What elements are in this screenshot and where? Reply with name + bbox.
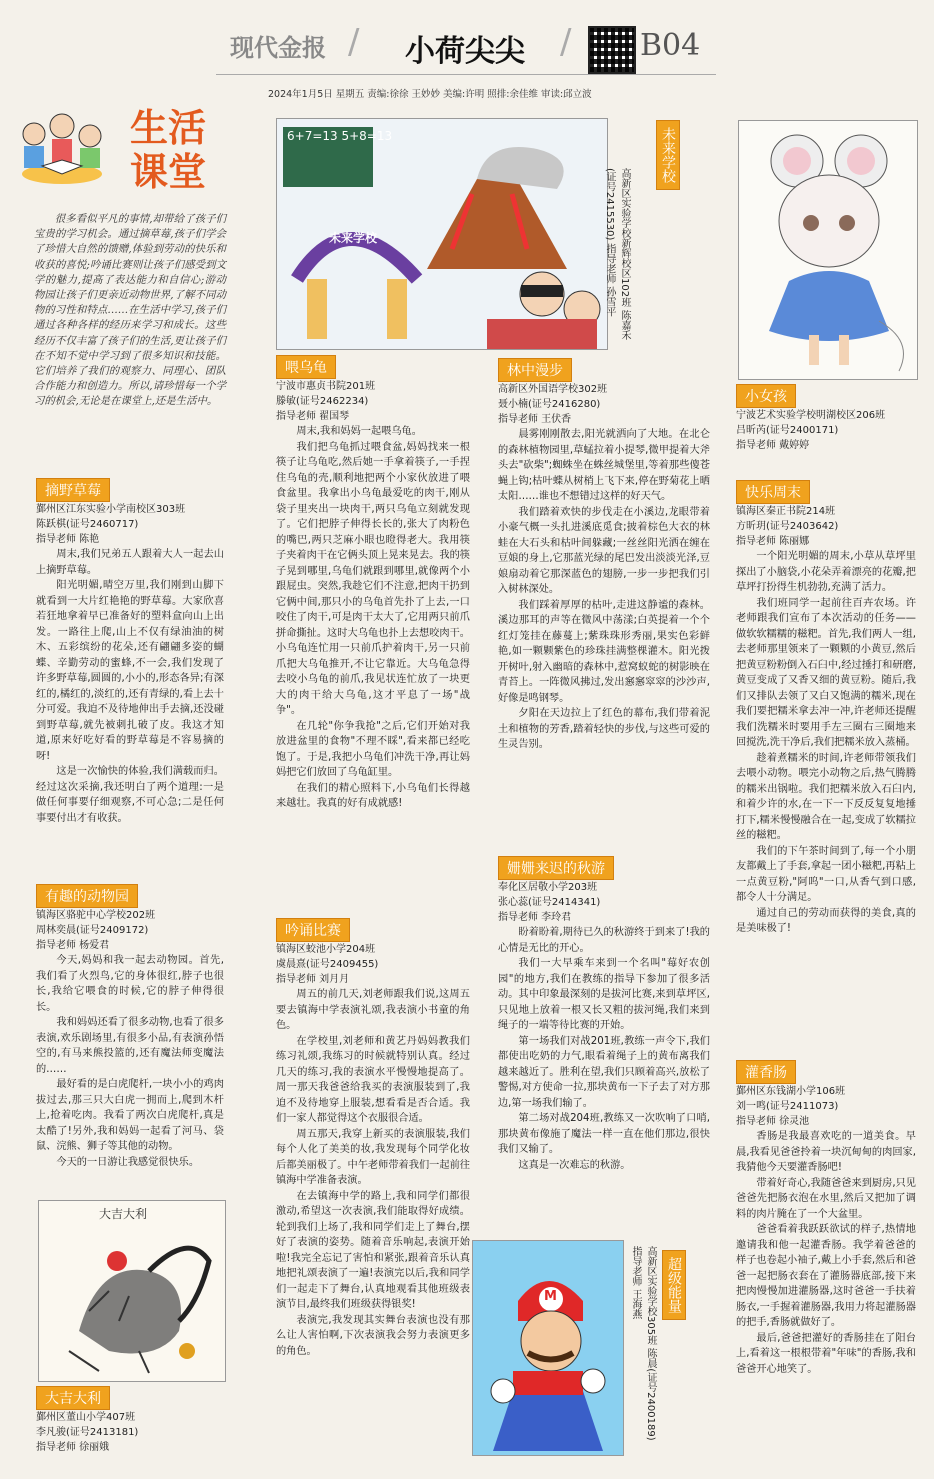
article-daji: [36, 1386, 224, 1455]
paragraph: 今天,妈妈和我一起去动物园。首先,我们看了火烈鸟,它的身体很红,脖子也很长,我给它喂食的时候,它的脖子伸得很长。: [36, 955, 224, 1013]
school: 宁波艺术实验学校明湖校区206班: [736, 410, 886, 421]
painting-inscription: 大吉大利: [99, 1207, 148, 1221]
author: 李凡骏(证号2413181): [36, 1427, 139, 1438]
article-recite: [276, 918, 470, 1359]
article-title: 有趣的动物园: [36, 884, 138, 908]
paragraph: 最好看的是白虎爬杆,一块小小的鸡肉拔过去,那三只大白虎一拥而上,爬到木杆上,抢着吃肉。我看了两次白虎爬杆,真是太酷了!另外,我和妈妈一起看了河马、袋鼠、浣熊、狮子等其他的动物。: [36, 1079, 224, 1152]
article-super-title: 超级能量: [662, 1250, 686, 1320]
article-future-title: 未来学校: [656, 120, 680, 190]
paragraph: 在学校里,刘老师和黄艺丹妈妈教我们练习礼颂,我练习的时候就特别认真。经过几天的练习,我的表演水平慢慢地提高了。周一那天我爸爸给我买的表演服装到了,我迫不及待地穿上服装,想看看是否合适。我们一家人都觉得这个衣服很合适。: [276, 1035, 470, 1124]
article-weekend: [736, 480, 916, 937]
painting-rooster: [38, 1200, 226, 1382]
author: 虞晨熹(证号2409455): [276, 959, 379, 970]
school: 镇海区骆驼中心学校202班: [36, 910, 156, 921]
header-rule: [216, 74, 716, 75]
author: 方昕玥(证号2403642): [736, 521, 839, 532]
article-title: 喂乌龟: [276, 355, 336, 379]
paragraph: 第一场我们对战201班,教练一声令下,我们都使出吃奶的力气,眼看着绳子上的黄布离我们越来越近了。胜利在望,我们只顾着高兴,放松了警惕,对方使命一拉,那块黄布一下子去了对方那边,第一场我们输了。: [498, 1035, 710, 1109]
paragraph: 带着好奇心,我随爸爸来到厨房,只见爸爸先把肠衣泡在水里,然后又把加了调料的肉片腌在了一个大盆里。: [736, 1177, 916, 1220]
paragraph: 爸爸看着我跃跃欲试的样子,热情地邀请我和他一起灌香肠。我学着爸爸的样子也卷起小袖子,戴上小手套,然后和爸爸一起把肠衣套在了灌肠器底部,接下来把肉慢慢加进灌肠器,这时爸爸一手扶着肠衣,一手握着灌肠器,我用力将起灌肠器的把手,香肠就做好了。: [736, 1224, 916, 1328]
paragraph: 今天的一日游让我感觉很快乐。: [56, 1156, 200, 1168]
paper-name: 现代金报: [230, 33, 326, 62]
teacher: 指导老师 戴婷婷: [736, 440, 810, 451]
teacher: 指导老师 李玲君: [498, 912, 572, 923]
paragraph: 这是一次愉快的体验,我们满载而归。经过这次采摘,我还明白了两个道理:一是做任何事要仔细观察,不可心急;二是任何事要付出才有收获。: [36, 766, 224, 824]
paragraph: 周五的前几天,刘老师跟我们说,这周五要去镇海中学表演礼颂,我表演小书童的角色。: [276, 989, 470, 1031]
paragraph: 在几轮"你争我抢"之后,它们开始对我放进盆里的食物"不理不睬",看来都已经吃饱了。于是,我把小乌龟们冲洗干净,再让妈妈把它们放回了乌龟缸里。: [276, 720, 470, 778]
volcano-school-icon: [277, 119, 607, 349]
school: 高新区外国语学校302班: [498, 384, 608, 395]
author: 周林奕晨(证号2409172): [36, 925, 149, 936]
school: 鄞州区江东实验小学南校区303班: [36, 504, 186, 515]
teacher: 指导老师 徐丽娥: [36, 1442, 110, 1453]
teacher: 指导老师 陈丽娜: [736, 536, 810, 547]
teacher: 指导老师 翟国琴: [276, 411, 350, 422]
rooster-icon: [39, 1201, 225, 1381]
article-title: 小女孩: [736, 384, 796, 408]
paragraph: 我和妈妈还看了很多动物,也看了很多表演,欢乐剧场里,有很多小品,有表演孙悟空的,有马来熊投篮的,还有魔法师变魔法的……: [36, 1017, 224, 1075]
teacher: 指导老师 徐灵池: [736, 1116, 810, 1127]
article-autumn: [498, 856, 710, 1173]
article-title: 大吉大利: [36, 1386, 110, 1410]
paragraph: 我们的下午茶时间到了,每一个小朋友都戴上了手套,拿起一团小糍粑,再粘上一点黄豆粉,"阿呜"一口,从香气到口感,都令人十分满足。: [736, 845, 916, 903]
author: 刘一鸣(证号2411073): [736, 1101, 839, 1112]
paragraph: 通过自己的劳动而获得的美食,真的是美味极了!: [736, 907, 916, 934]
teacher: 指导老师 王伏香: [498, 414, 572, 425]
paragraph: 我们把乌龟抓过喂食盆,妈妈找来一根筷子让乌龟吃,然后她一手拿着筷子,一手捏住乌龟的壳,顺利地把两个小家伙放进了喂食盆里。我拿出小乌龟最爱吃的肉干,刚从袋子里夹出一块肉干,两只乌龟立刻就发现了。它们把脖子伸得长长的,张大了肉粉色的嘴巴,两只芝麻小眼也瞪得老大。我用筷子夹着肉干在它俩头顶上晃来晃去。我的筷子晃到哪里,乌龟们就跟到哪里,就像两个小跟屁虫。突然,我趁它们不注意,把肉干扔到它俩中间,那只小的乌龟首先扑了上去,一口咬住了肉干,可是肉干太大了,它用两只前爪拼命撕扯。这时大乌龟也扑上去想咬肉干。小乌龟连忙用一只前爪护着肉干,另一只前爪把大乌龟推开,不让它靠近。大乌龟急得去咬小乌龟的前爪,我见状连忙放了一块更大的肉干给大乌龟,这才平息了一场"战争"。: [276, 441, 470, 716]
article-title: 灌香肠: [736, 1060, 796, 1084]
paragraph: 我们踏着欢快的步伐走在小溪边,龙眼带着小豪气概一头扎进溪底觅食;披着棕色大衣的林蛙在大石头和枯叶间躲藏;一丝丝阳光洒在缠在豆娘的身上,它那蓝光绿的尾巴发出淡淡光泽,豆娘扇动着它那深蓝色的翅膀,一步一步把我们引入树林深处。: [498, 506, 710, 595]
page-number: B04: [640, 28, 701, 63]
teacher: 指导老师 杨爱君: [36, 940, 110, 951]
paragraph: 我们踩着厚厚的枯叶,走进这静谧的森林。溪边那耳的声等在微风中荡漾;白英提着一个个红灯笼挂在藤蔓上;紫珠珠形秀丽,果实色彩鲜艳,如一颗颗紫色的珍珠挂满整棵灌木。阳光拨开树叶,射入幽暗的森林中,惹窝蚁蛇的树影映在青苔上。一阵微风拂过,发出窸窸窣窣的沙沙声,好像是鸣钢琴。: [498, 599, 710, 704]
paragraph: 周末,我们兄弟五人跟着大人一起去山上摘野草莓。: [36, 549, 224, 576]
article-title: 吟诵比赛: [276, 918, 350, 942]
paragraph: 一个阳光明媚的周末,小草从草坪里探出了小脑袋,小花朵弄着漂亮的花瓣,把草坪打扮得生机勃勃,充满了活力。: [736, 551, 916, 593]
author: 吕昕芮(证号2400171): [736, 425, 839, 436]
school: 镇海区蛟池小学204班: [276, 944, 376, 955]
article-future-info: 高新区实验学校新辉校区102班 陈嘉禾(证号2415530) 指导老师 孙雪平: [604, 168, 630, 341]
paragraph: 第二场对战204班,教练又一次吹响了口哨,那块黄布像施了魔法一样一直在他们那边,很快我们又输了。: [498, 1113, 710, 1155]
paragraph: 最后,爸爸把灌好的香肠挂在了阳台上,看着这一根根带着"年味"的香肠,我和爸爸开心地笑了。: [736, 1332, 916, 1375]
paragraph: 趁着煮糯米的时间,许老师带领我们去喂小动物。喂完小动物之后,热气腾腾的糯米出锅啦。我们把糯米放入石臼内,和着少许的水,在一下一下反反复复地捶打下,糯米慢慢融合在一起,变成了软糯拉丝的糍粑。: [736, 752, 916, 841]
school: 镇海区秦正书院214班: [736, 506, 836, 517]
paragraph: 表演完,我发现其实舞台表演也没有那么让人害怕啊,下次表演我会努力表演更多的角色。: [276, 1314, 470, 1357]
paragraph: 夕阳在天边拉上了红色的幕布,我们带着泥土和植物的芳香,踏着轻快的步伐,与这些可爱的生灵告别。: [498, 708, 710, 750]
article-girl: [736, 384, 922, 453]
intro-text: 很多看似平凡的事情,却带给了孩子们宝贵的学习机会。通过摘草莓,孩子们学会了珍惜大自然的馈赠,体验到劳动的快乐和收获的喜悦;吟诵比赛则让孩子们感受到文学的魅力,提高了表达能力和自信心;游动物园让孩子们更亲近动物世界,了解不同动物的习性和特点……在生活中学习,孩子们通过各种各样的经历来学习和成长。这些经历不仅丰富了孩子们的生活,更让孩子们在不知不觉中学习到了很多知识和技能。它们培养了我们的观察力、同理心、团队合作能力和创造力。所以,请珍惜每一个学习的机会,无论是在课堂上,还是生活中。: [34, 213, 226, 408]
article-turtle: [276, 355, 470, 812]
teacher: 指导老师 陈艳: [36, 534, 100, 545]
divider-slash: /: [348, 22, 360, 62]
mario-icon: [473, 1241, 623, 1455]
article-title: 摘野草莓: [36, 478, 110, 502]
paragraph: 周末,我和妈妈一起喂乌龟。: [296, 426, 422, 437]
paragraph: 这真是一次难忘的秋游。: [518, 1159, 631, 1171]
paragraph: 晨雾刚刚散去,阳光就洒向了大地。在北仑的森林植物园里,草蜢拉着小提琴,微甲提着大斧头去"砍柴";蜘蛛坐在蛛丝城堡里,等着那些傻苍蝇上钩;枯叶蝶从树梢上飞下来,停在野菊花上晒太阳……谁也不想错过这样的好天气。: [498, 429, 710, 502]
article-title: 快乐周末: [736, 480, 810, 504]
article-title: 林中漫步: [498, 358, 572, 382]
column-title: 生活 课堂: [130, 105, 207, 194]
divider-slash: /: [560, 22, 572, 62]
school: 鄞州区董山小学407班: [36, 1412, 136, 1423]
paragraph: 在去镇海中学的路上,我和同学们都很激动,希望这一次表演,我们能取得好成绩。轮到我们上场了,我和同学们走上了舞台,摆好了表演的姿势。随着音乐响起,表演开始啦!我完全忘记了害怕和紧张,跟着音乐认真地把礼颂表演了一遍!表演完以后,我和同学们一起走下了舞台,认真地观看其他班级表演节目,最终我们班级获得银奖!: [276, 1190, 470, 1310]
editor-line: 2024年1月5日 星期五 责编:徐徐 王妙妙 美编:许明 照排:余佳维 审读:邱立波: [268, 89, 592, 100]
author: 陈跃棋(证号2460717): [36, 519, 139, 530]
article-strawberry: [36, 478, 224, 826]
school: 奉化区居敬小学203班: [498, 882, 598, 893]
painting-future-school: [276, 118, 608, 350]
school-sign: 未来学校: [329, 231, 378, 245]
author: 张心蕊(证号2414341): [498, 897, 601, 908]
teacher: 指导老师 刘月月: [276, 974, 350, 985]
chalkboard-formula: 6+7=13 5+8=13: [287, 129, 393, 143]
school: 鄞州区东钱湖小学106班: [736, 1086, 846, 1097]
paragraph: 阳光明媚,晴空万里,我们刚到山脚下就看到一大片红艳艳的野草莓。大家欣喜若狂地拿着早已准备好的塑料盒向山上出发。一路往上爬,山上不仅有绿油油的树木、五彩缤纷的花朵,还有翩翩多姿的蝴蝶、辛勤劳动的蜜蜂,不一会,我们发现了许多野草莓,圆圆的,小小的,形态各异;有深红的,橘红的,淡红的,还有青绿的,看上去十分可爱。我迫不及待地伸出手去摘,还没碰到野草莓,就先被刺扎破了皮。我这才知道,原来好吃好看的野草莓是不容易摘的呀!: [36, 580, 224, 762]
cap-letter: M: [544, 1289, 557, 1304]
paragraph: 我们一大早乘车来到一个名叫"莓好农创园"的地方,我们在教练的指导下参加了很多活动。其中印象最深刻的是拔河比赛,来到草坪区,只见地上放着一根又长又粗的拔河绳,我们来到绳子的一端等待比赛的开始。: [498, 958, 710, 1031]
paragraph: 周五那天,我穿上新买的表演服装,我们每个人化了美美的妆,我发现每个同学化妆后都美丽极了。中午老师带着我们一起前往镇海中学准备表演。: [276, 1128, 470, 1186]
paragraph: 在我们的精心照料下,小乌龟们长得越来越壮。我真的好有成就感!: [276, 782, 470, 809]
school: 宁波市惠贞书院201班: [276, 381, 376, 392]
section-title: 小荷尖尖: [405, 34, 525, 69]
mouse-girl-icon: [739, 121, 917, 379]
painting-super-mario: [472, 1240, 624, 1456]
article-sausage: [736, 1060, 916, 1377]
paragraph: 我们班同学一起前往百卉农场。许老师跟我们宣布了本次活动的任务——做软软糯糯的糍粑。首先,我们两人一组,去老师那里领来了一颗颗的小黄豆,然后把黄豆粉粉倒入石臼中,经过捶打和研磨,黄豆变成了又香又细的黄豆粉。随后,我们又排队去领了又白又饱满的糯米,现在我们要把糯米拿去冲一冲,许老师还提醒我们洗糯米时要用手左三圈右三圈地来回搅洗,洗干净后,我们把糯米放入蒸桶。: [736, 597, 916, 748]
article-forest: [498, 358, 710, 753]
author: 聂小楠(证号2416280): [498, 399, 601, 410]
article-title: 姗姗来迟的秋游: [498, 856, 614, 880]
paragraph: 香肠是我最喜欢吃的一道美食。早晨,我看见爸爸拎着一块沉甸甸的肉回家,我猜他今天要灌香肠吧!: [736, 1131, 916, 1173]
painting-girl: [738, 120, 918, 380]
qr-code-icon: [588, 26, 636, 74]
kids-reading-icon: [12, 104, 112, 194]
paragraph: 盼着盼着,期待已久的秋游终于到来了!我的心情是无比的开心。: [498, 927, 710, 954]
author: 滕敏(证号2462234): [276, 396, 369, 407]
article-super-info: 高新区实验学校305班 陈晨(证号2400189) 指导老师 王海燕: [630, 1246, 656, 1441]
article-zoo: [36, 884, 224, 1170]
